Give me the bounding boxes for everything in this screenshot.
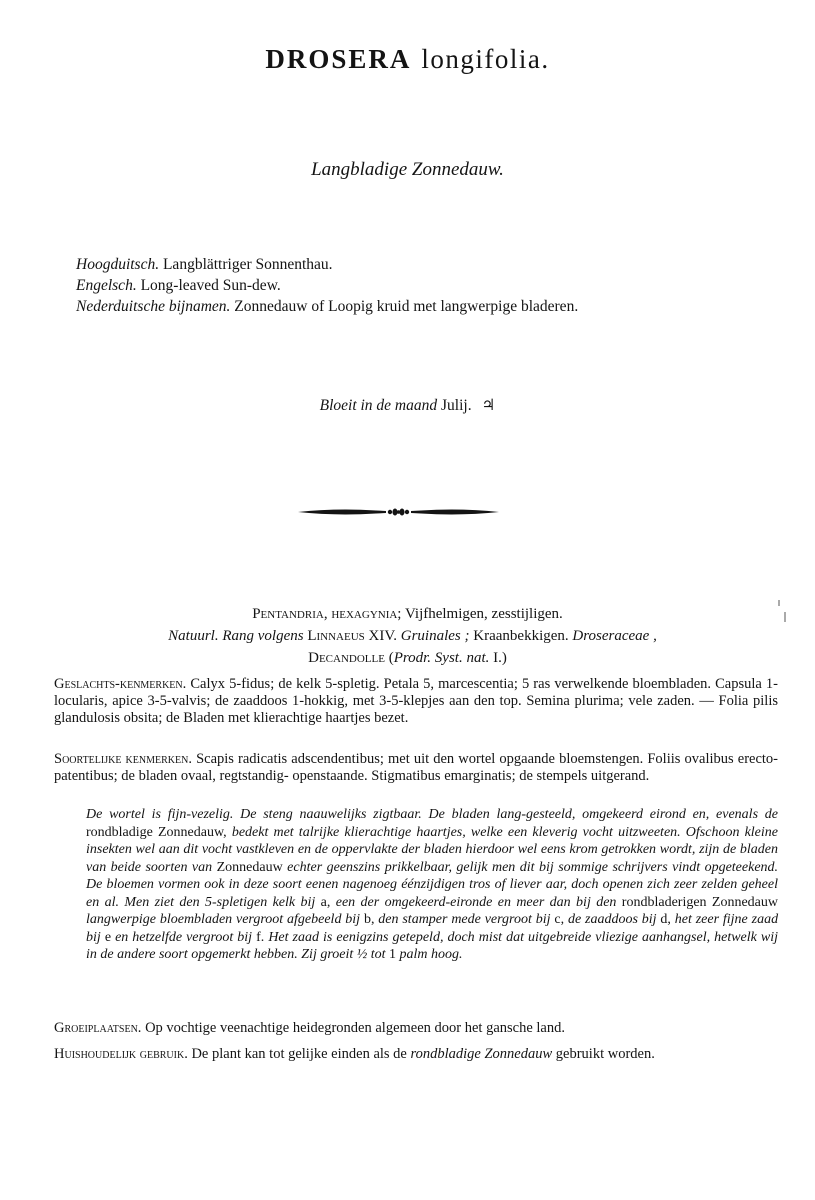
desc-text-upright: Zonnedauw — [216, 859, 283, 875]
author-decandolle: Decandolle — [308, 650, 385, 666]
classification-line-1 — [0, 603, 815, 625]
description — [86, 806, 778, 964]
family-latin: Droseraceae , — [572, 628, 657, 644]
section-text: De plant kan tot gelijke einden als de — [191, 1046, 407, 1062]
household-use — [54, 1046, 784, 1063]
section-text: Scapis radicatis adscendentibus; met uit den wortel opgaande bloemstengen. Foliis ovalibus erecto-patentibus; de bladen ovaal, regtstandig- openstaande. Stigmatibus emarginatis; de stempels uitgerand. — [54, 751, 778, 784]
bloom-label: Bloeit in de maand — [319, 397, 438, 414]
natural-rank-label: Natuurl. Rang volgens — [168, 628, 304, 644]
desc-text: bedekt met talrijke klierachtige haartjes, welke een kleverig vocht uitzweeten. Ofschoon kleine insekten wel aan dit vocht vastkleven en de oppervlakte der bladen hierdoor wel eens krom getrokken wordt, zijn de bladen van beide soorten van — [86, 824, 778, 875]
classification-line-3 — [0, 647, 815, 669]
reference-title: Prodr. Syst. nat. — [393, 650, 490, 666]
author-linnaeus: Linnaeus — [307, 628, 365, 644]
desc-text: den stamper mede vergroot bij — [378, 912, 551, 927]
desc-text-upright: rondbladerigen Zonnedauw — [621, 894, 779, 910]
name-lang: Nederduitsche bijnamen. — [76, 298, 231, 315]
page-title — [0, 44, 815, 75]
bloom-line — [0, 396, 815, 415]
paren-open: ( — [388, 650, 394, 666]
species-characters — [54, 751, 778, 785]
page-subtitle: Langbladige Zonnedauw. — [311, 159, 504, 180]
desc-text: Het zaad is eenigzins getepeld, doch mist dat uitgebreide vliezige aanhangsel, hetwelk wij in de andere soort opgemerkt hebben. Zij groeit ½ tot — [86, 929, 779, 962]
linnaean-class-dutch: Vijfhelmigen, zesstijligen. — [404, 606, 563, 622]
vernacular-names — [76, 254, 578, 317]
name-text: Zonnedauw of Loopig kruid met langwerpige bladeren. — [234, 298, 579, 315]
figure-ref: d, — [660, 912, 671, 927]
name-lang: Hoogduitsch. — [76, 256, 160, 273]
classification — [0, 603, 815, 669]
desc-number: 1 — [389, 947, 397, 962]
name-line-english — [76, 275, 578, 296]
desc-text: het zeer fijne zaad bij — [86, 912, 779, 945]
habitat — [54, 1020, 784, 1037]
desc-text: een der omgekeerd-eironde en meer dan bij den — [335, 894, 617, 910]
desc-text: en hetzelfde vergroot bij — [115, 929, 253, 945]
order-latin: Gruinales ; — [400, 628, 470, 644]
desc-text: de zaaddoos bij — [567, 912, 657, 927]
reference-volume: I.) — [493, 650, 507, 666]
section-heading: Huishoudelijk gebruik. — [54, 1046, 188, 1062]
section-text: Calyx 5-fidus; de kelk 5-spletig. Petala 5, marcescentia; 5 ras verwelkende bloembladen. Capsula 1-locularis, apice 3-5-valvis; de zaaddoos 1-hokkig, met 3-5-klepjes aan den top. Semina plurima; vele zaden. — Folia pilis glandulosis obsita; de Bladen met klierachtige haartjes bezet. — [54, 676, 779, 726]
name-line-german — [76, 254, 578, 275]
figure-ref: f. — [256, 929, 265, 945]
section-heading: Geslachts-kenmerken. — [54, 676, 187, 692]
name-lang: Engelsch. — [76, 277, 137, 294]
divider-ornament-icon — [296, 505, 501, 519]
order-dutch: Kraanbekkigen. — [473, 628, 569, 644]
desc-text-upright: rondbladige Zonnedauw, — [86, 824, 227, 840]
section-heading: Groeiplaatsen. — [54, 1020, 142, 1036]
desc-text: De wortel is fijn-vezelig. De steng naauwelijks zigtbaar. De bladen lang-gesteeld, omgekeerd eirond en, evenals de — [86, 807, 778, 822]
figure-ref: b, — [363, 912, 375, 927]
perennial-symbol: ♃ — [481, 397, 496, 414]
linnaean-class: Pentandria, hexagynia; — [252, 606, 402, 622]
figure-ref: e — [104, 929, 112, 945]
section-heading: Soortelijke kenmerken. — [54, 751, 192, 767]
section-text: gebruikt worden. — [555, 1046, 655, 1062]
figure-ref: a, — [320, 894, 331, 910]
section-text-italic: rondbladige Zonnedauw — [410, 1046, 553, 1062]
title-species: longifolia. — [421, 44, 550, 74]
name-text: Langblättriger Sonnenthau. — [162, 256, 333, 273]
section-text: Op vochtige veenachtige heidegronden algemeen door het gansche land. — [145, 1020, 565, 1036]
desc-text: palm hoog. — [399, 947, 463, 962]
figure-ref: c, — [554, 912, 565, 927]
name-text: Long-leaved Sun-dew. — [140, 277, 281, 294]
title-genus: DROSERA — [265, 44, 412, 74]
name-line-dutch — [76, 296, 578, 317]
desc-text: echter geenszins prikkelbaar, gelijk men dit bij sommige schrijvers vindt opgeteekend. De bloemen vormen ook in deze soort eenen nagenoeg éénzijdigen tros of liever aar, doch openen zich zeer zelden geheel en al. Men ziet den 5-spletigen kelk bij — [86, 859, 779, 910]
classification-line-2 — [0, 625, 815, 647]
genus-characters — [54, 676, 778, 727]
rank-number: XIV. — [368, 628, 398, 644]
desc-text: langwerpige bloembladen vergroot afgebeeld bij — [86, 912, 361, 927]
bloom-month: Julij. — [441, 397, 472, 414]
